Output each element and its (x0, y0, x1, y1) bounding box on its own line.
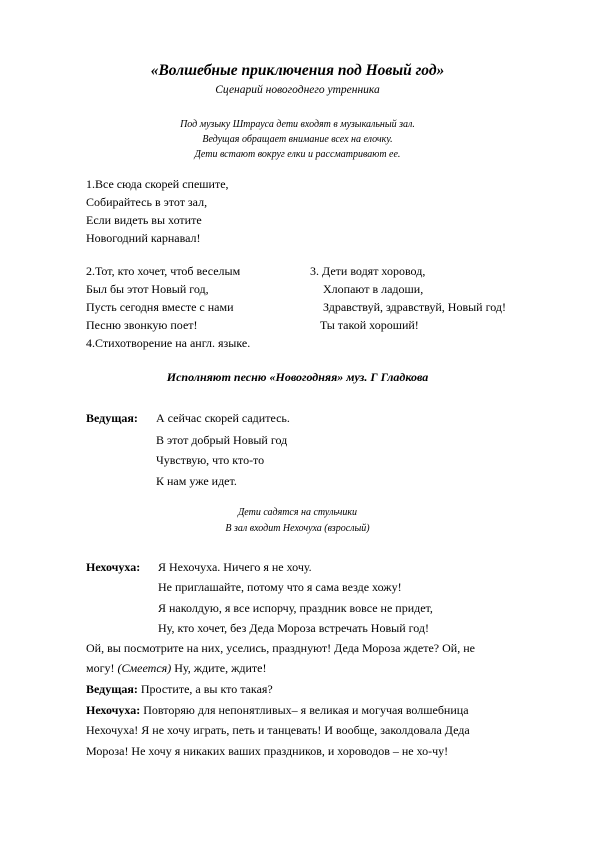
stage-direction: В зал входит Нехочуха (взрослый) (225, 523, 370, 534)
stage-remark: (Смеется) (117, 661, 172, 675)
verse-line: Здравствуй, здравствуй, Новый год! (323, 300, 506, 314)
dialogue-text: могу! (86, 661, 118, 675)
verse-line: Хлопают в ладоши, (323, 282, 424, 296)
dialogue-line: А сейчас скорей садитесь. (156, 411, 290, 425)
dialogue-line: Ой, вы посмотрите на них, уселись, празднуют! Деда Мороза ждете? Ой, не (86, 641, 475, 655)
stage-direction: Ведущая обращает внимание всех на елочку. (202, 134, 393, 145)
dialogue-line: В этот добрый Новый год (156, 433, 288, 447)
dialogue-row (86, 702, 469, 718)
dialogue-line: Чувствую, что кто-то (156, 453, 265, 467)
dialogue-line (86, 660, 266, 676)
speaker-name: Ведущая: (86, 682, 138, 696)
dialogue-line: Я наколдую, я все испорчу, праздник вовсе не придет, (158, 601, 433, 615)
speaker-name: Нехочуха: (86, 703, 141, 717)
verse-line: Новогодний карнавал! (86, 231, 201, 245)
dialogue-line: Нехочуха! Я не хочу играть, петь и танцевать! И вообще, заколдовала Деда (86, 723, 470, 737)
dialogue-text: Простите, а вы кто такая? (140, 682, 273, 696)
dialogue-row (86, 681, 273, 697)
dialogue-line: Мороза! Не хочу я никаких ваших праздников, и хороводов – не хо-чу! (86, 744, 449, 758)
verse-line: Песню звонкую поет! (86, 318, 198, 332)
verse-line: Собирайтесь в этот зал, (86, 195, 208, 209)
document-subtitle: Сценарий новогоднего утренника (215, 84, 380, 96)
dialogue-line: Ну, кто хочет, без Деда Мороза встречать Новый год! (158, 621, 429, 635)
verse-line: Пусть сегодня вместе с нами (86, 300, 234, 314)
stage-direction: Под музыку Штрауса дети входят в музыкальный зал. (180, 119, 415, 130)
verse-line: Если видеть вы хотите (86, 213, 202, 227)
speaker-name: Нехочуха: (86, 560, 141, 574)
stage-direction: Дети встают вокруг елки и рассматривают ее. (194, 149, 401, 160)
stage-direction: Дети садятся на стульчики (237, 507, 358, 518)
dialogue-line: К нам уже идет. (156, 474, 237, 488)
song-note: Исполняют песню «Новогодняя» муз. Г Гладкова (166, 370, 429, 384)
dialogue-line: Не приглашайте, потому что я сама везде хожу! (158, 580, 402, 594)
verse-line: 2.Тот, кто хочет, чтоб веселым (86, 264, 241, 278)
dialogue-text: Повторяю для непонятливых– я великая и могучая волшебница (143, 703, 469, 717)
verse-line: Ты такой хороший! (320, 318, 419, 332)
verse-line: 1.Все сюда скорей спешите, (86, 177, 229, 191)
dialogue-line: Я Нехочуха. Ничего я не хочу. (158, 560, 312, 574)
speaker-name: Ведущая: (86, 411, 138, 425)
document-title: «Волшебные приключения под Новый год» (150, 62, 445, 79)
dialogue-text: Ну, ждите, ждите! (171, 661, 267, 675)
verse-line: 4.Стихотворение на англ. языке. (86, 336, 251, 350)
verse-line: 3. Дети водят хоровод, (310, 264, 426, 278)
verse-line: Был бы этот Новый год, (86, 282, 209, 296)
